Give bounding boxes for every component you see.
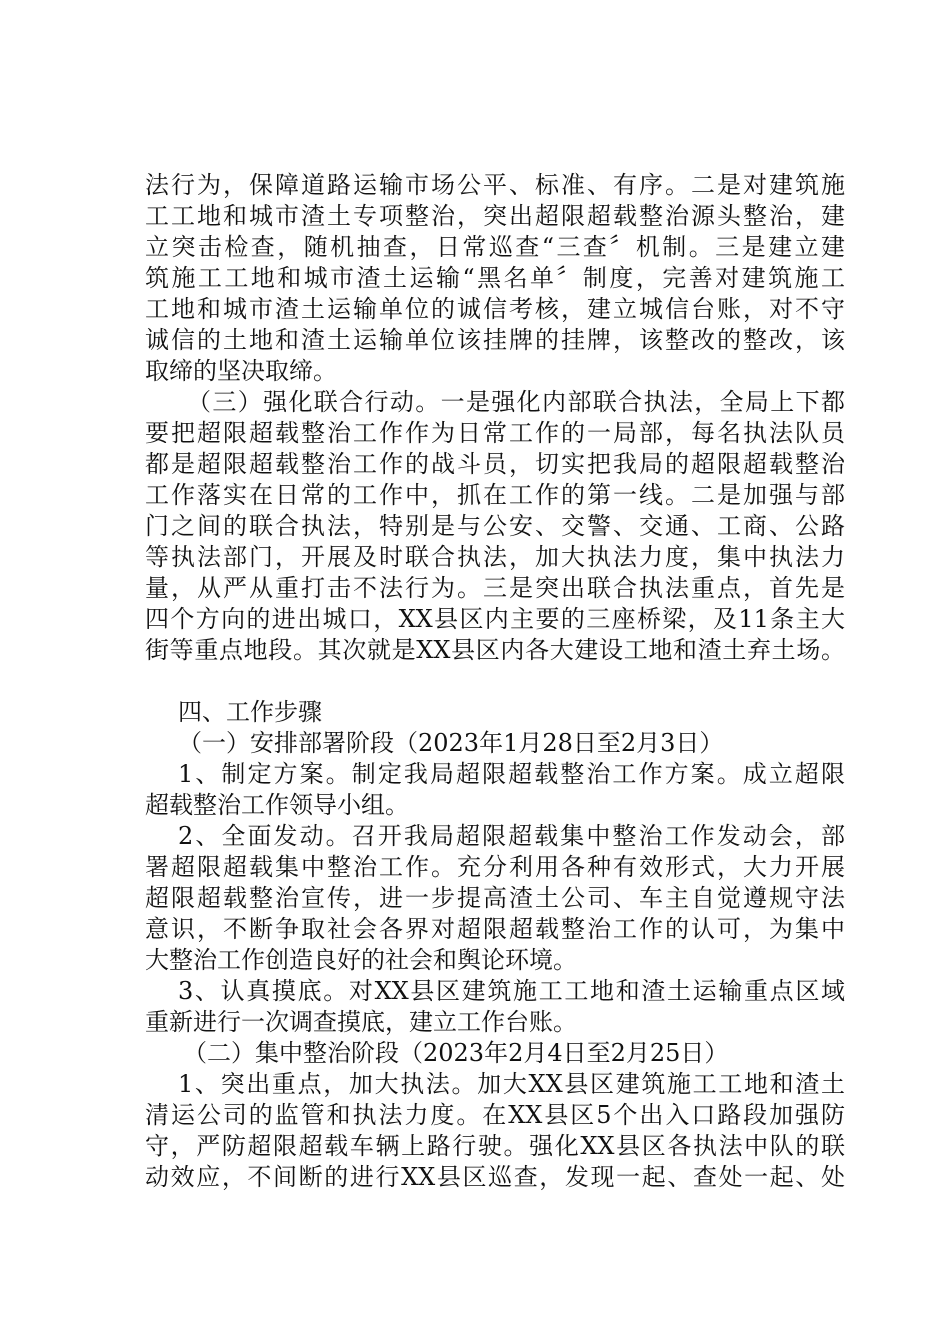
text-line: 工工地和城市渣土专项整治，突出超限超载整治源头整治，建 bbox=[145, 202, 845, 230]
text-line: 取缔的坚决取缔。 bbox=[145, 357, 337, 385]
text-line: 四个方向的进出城口，XX县区内主要的三座桥梁，及11条主大 bbox=[145, 605, 845, 633]
text-line: （二）集中整治阶段（2023年2月4日至2月25日） bbox=[183, 1039, 729, 1067]
text-line: 法行为，保障道路运输市场公平、标准、有序。二是对建筑施 bbox=[145, 171, 845, 199]
text-line: 1、突出重点，加大执法。加大XX县区建筑施工工地和渣土 bbox=[178, 1070, 845, 1098]
text-line: 超载整治工作领导小组。 bbox=[145, 791, 409, 819]
text-line: 2、全面发动。召开我局超限超载集中整治工作发动会，部 bbox=[178, 822, 845, 850]
text-line: 都是超限超载整治工作的战斗员，切实把我局的超限超载整治 bbox=[145, 450, 845, 478]
text-line: 立突击检查，随机抽查，日常巡查“三查〞机制。三是建立建 bbox=[145, 233, 845, 261]
text-line: 量，从严从重打击不法行为。三是突出联合执法重点，首先是 bbox=[145, 574, 845, 602]
text-line: 署超限超载集中整治工作。充分利用各种有效形式，大力开展 bbox=[145, 853, 845, 881]
text-line: 工地和城市渣土运输单位的诚信考核，建立城信台账，对不守 bbox=[145, 295, 845, 323]
text-line: 大整治工作创造良好的社会和舆论环境。 bbox=[145, 946, 577, 974]
text-line: 门之间的联合执法，特别是与公安、交警、交通、工商、公路 bbox=[145, 512, 845, 540]
text-line: 工作落实在日常的工作中，抓在工作的第一线。二是加强与部 bbox=[145, 481, 845, 509]
text-line: 3、认真摸底。对XX县区建筑施工工地和渣土运输重点区域 bbox=[178, 977, 845, 1005]
blank-line bbox=[145, 666, 845, 697]
text-line: 要把超限超载整治工作作为日常工作的一局部，每名执法队员 bbox=[145, 419, 845, 447]
text-line: 意识，不断争取社会各界对超限超载整治工作的认可，为集中 bbox=[145, 915, 845, 943]
body-text bbox=[145, 170, 845, 1193]
text-line: 守，严防超限超载车辆上路行驶。强化XX县区各执法中队的联 bbox=[145, 1132, 845, 1160]
text-line: 诚信的土地和渣土运输单位该挂牌的挂牌，该整改的整改，该 bbox=[145, 326, 845, 354]
text-line: 清运公司的监管和执法力度。在XX县区5个出入口路段加强防 bbox=[145, 1101, 845, 1129]
text-line: 重新进行一次调查摸底，建立工作台账。 bbox=[145, 1008, 577, 1036]
text-line: 筑施工工地和城市渣土运输“黑名单〞制度，完善对建筑施工 bbox=[145, 264, 845, 292]
text-line: 超限超载整治宣传，进一步提高渣土公司、车主自觉遵规守法 bbox=[145, 884, 845, 912]
text-line: 1、制定方案。制定我局超限超载整治工作方案。成立超限 bbox=[178, 760, 845, 788]
text-line: 四、工作步骤 bbox=[178, 698, 322, 726]
text-line: 等执法部门，开展及时联合执法，加大执法力度，集中执法力 bbox=[145, 543, 845, 571]
text-line: 动效应，不间断的进行XX县区巡查，发现一起、查处一起、处 bbox=[145, 1163, 845, 1191]
text-line: （一）安排部署阶段（2023年1月28日至2月3日） bbox=[178, 729, 724, 757]
text-line: （三）强化联合行动。一是强化内部联合执法，全局上下都 bbox=[187, 388, 845, 416]
text-line: 街等重点地段。其次就是XX县区内各大建设工地和渣土弃土场。 bbox=[145, 636, 845, 664]
